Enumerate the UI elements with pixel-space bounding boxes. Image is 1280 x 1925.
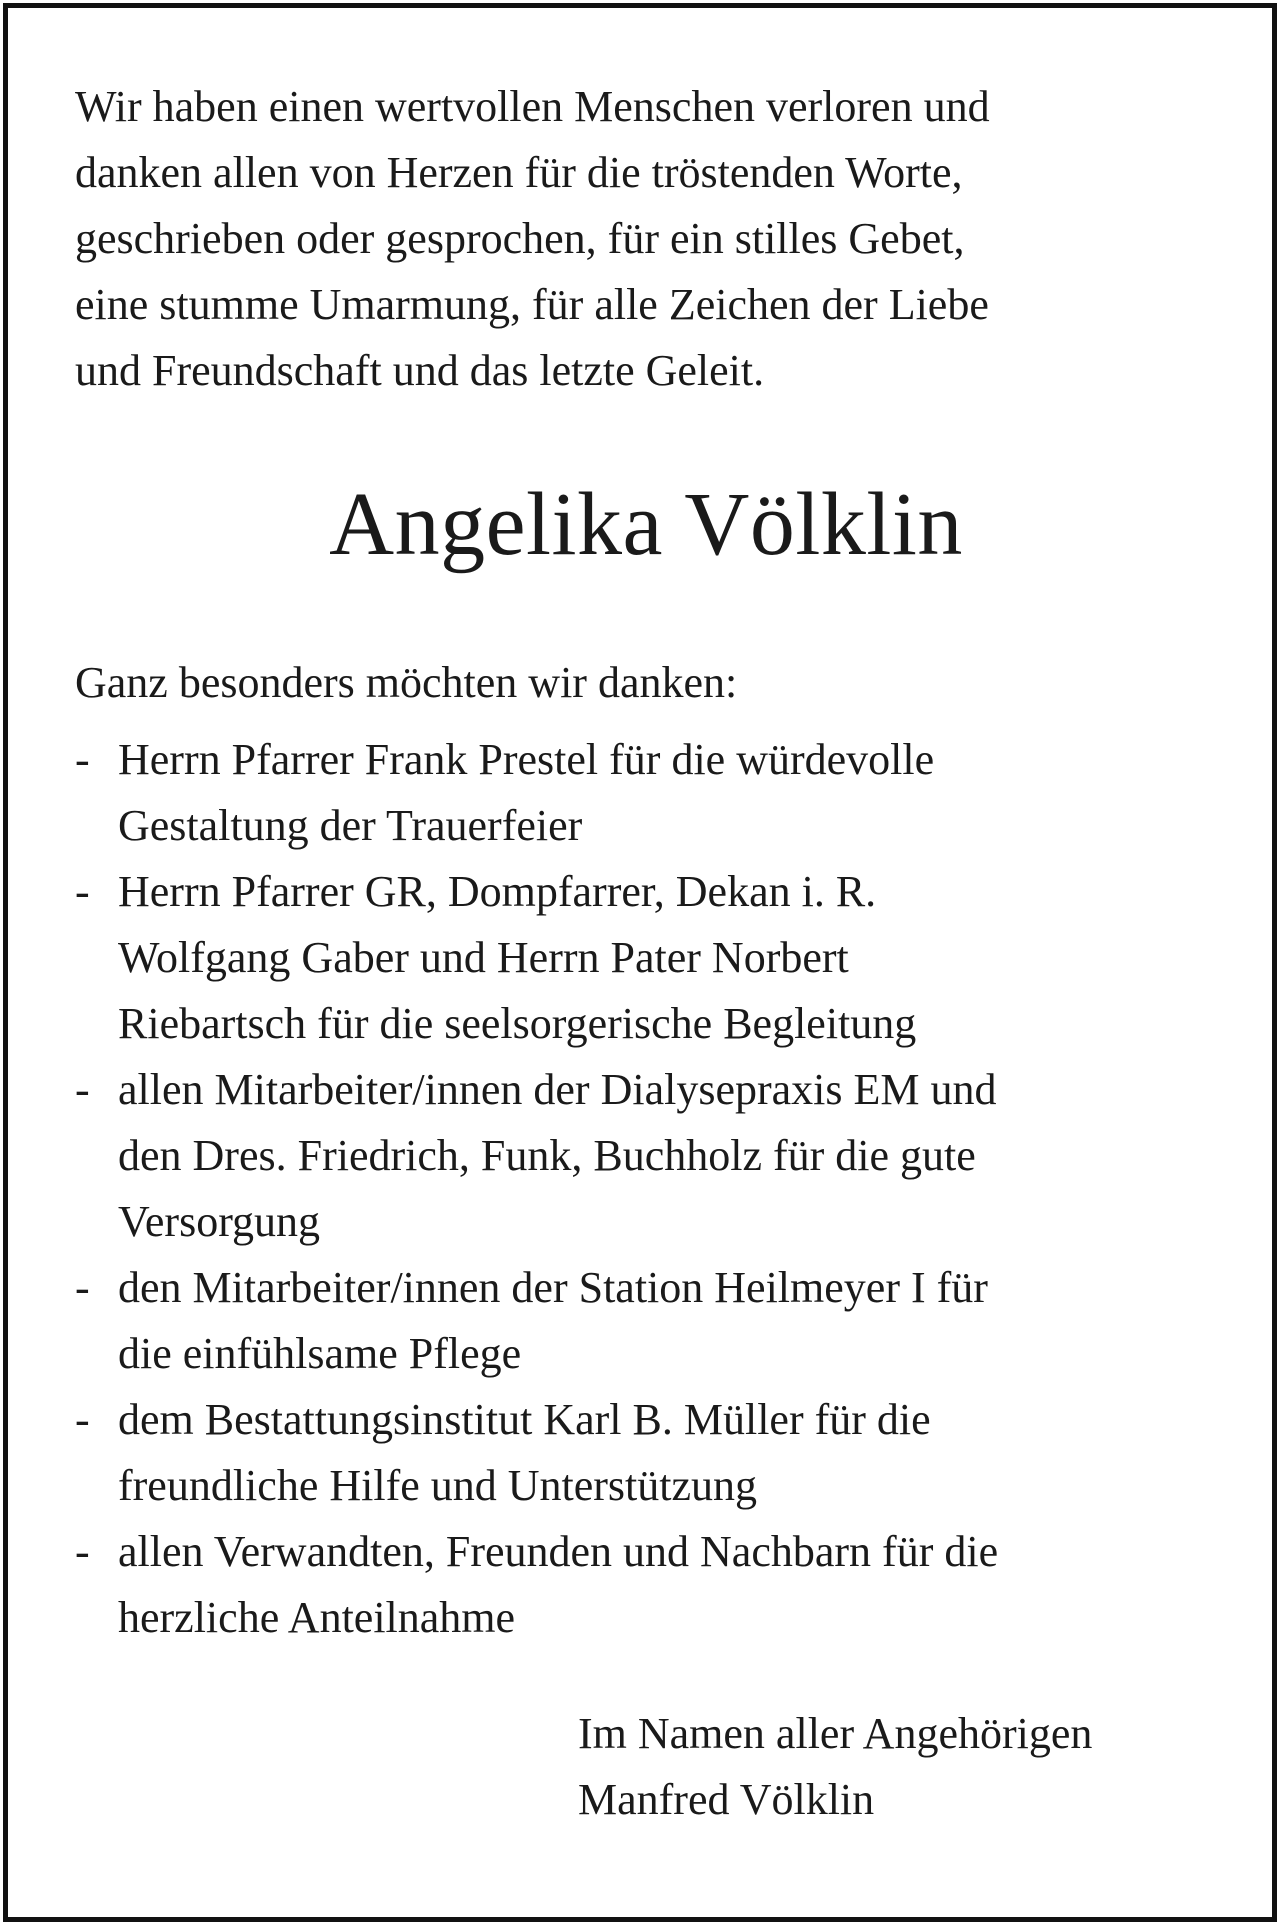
thanks-item-line: Wolfgang Gaber und Herrn Pater Norbert: [118, 933, 849, 982]
thanks-item-line: Versorgung: [118, 1197, 321, 1246]
thanks-item-line: freundliche Hilfe und Unterstützung: [118, 1461, 758, 1510]
thanks-item: [75, 1519, 1217, 1651]
thanks-item: [75, 859, 1217, 1057]
bullet-dash: -: [75, 1263, 90, 1312]
thanks-list: [75, 727, 1217, 1651]
thanks-item-line: allen Verwandten, Freunden und Nachbarn für die: [118, 1527, 999, 1576]
bullet-dash: -: [75, 1065, 90, 1114]
thanks-heading: Ganz besonders möchten wir danken:: [75, 658, 738, 707]
notice-content: [75, 8, 1217, 1917]
intro-line: danken allen von Herzen für die tröstenden Worte,: [75, 148, 963, 197]
intro-line: und Freundschaft und das letzte Geleit.: [75, 346, 765, 395]
thanks-item: [75, 1387, 1217, 1519]
intro-line: Wir haben einen wertvollen Menschen verloren und: [75, 82, 990, 131]
intro-line: eine stumme Umarmung, für alle Zeichen der Liebe: [75, 280, 989, 329]
bullet-dash: -: [75, 735, 90, 784]
thanks-item-line: Riebartsch für die seelsorgerische Begleitung: [118, 999, 917, 1048]
thanks-item-line: herzliche Anteilnahme: [118, 1593, 516, 1642]
intro-paragraph: [75, 74, 1217, 404]
thanks-item-line: den Dres. Friedrich, Funk, Buchholz für die gute: [118, 1131, 976, 1180]
thanks-item-line: allen Mitarbeiter/innen der Dialysepraxis EM und: [118, 1065, 997, 1114]
thanks-item-line: Gestaltung der Trauerfeier: [118, 801, 583, 850]
notice-border: [3, 3, 1277, 1922]
thanks-item-line: dem Bestattungsinstitut Karl B. Müller für die: [118, 1395, 931, 1444]
bullet-dash: -: [75, 1527, 90, 1576]
thanks-item: [75, 1255, 1217, 1387]
thanks-item: [75, 727, 1217, 859]
thanks-item: [75, 1057, 1217, 1255]
signature-block: [578, 1701, 1092, 1833]
thanks-item-line: Herrn Pfarrer GR, Dompfarrer, Dekan i. R.: [118, 867, 877, 916]
deceased-name: Angelika Völklin: [329, 475, 963, 574]
thanks-item-line: den Mitarbeiter/innen der Station Heilmeyer I für: [118, 1263, 988, 1312]
signature-line: Im Namen aller Angehörigen: [578, 1709, 1093, 1758]
bullet-dash: -: [75, 1395, 90, 1444]
signature-name: Manfred Völklin: [578, 1775, 875, 1824]
bullet-dash: -: [75, 867, 90, 916]
thanks-item-line: die einfühlsame Pflege: [118, 1329, 522, 1378]
thanks-item-line: Herrn Pfarrer Frank Prestel für die würdevolle: [118, 735, 935, 784]
intro-line: geschrieben oder gesprochen, für ein stilles Gebet,: [75, 214, 965, 263]
